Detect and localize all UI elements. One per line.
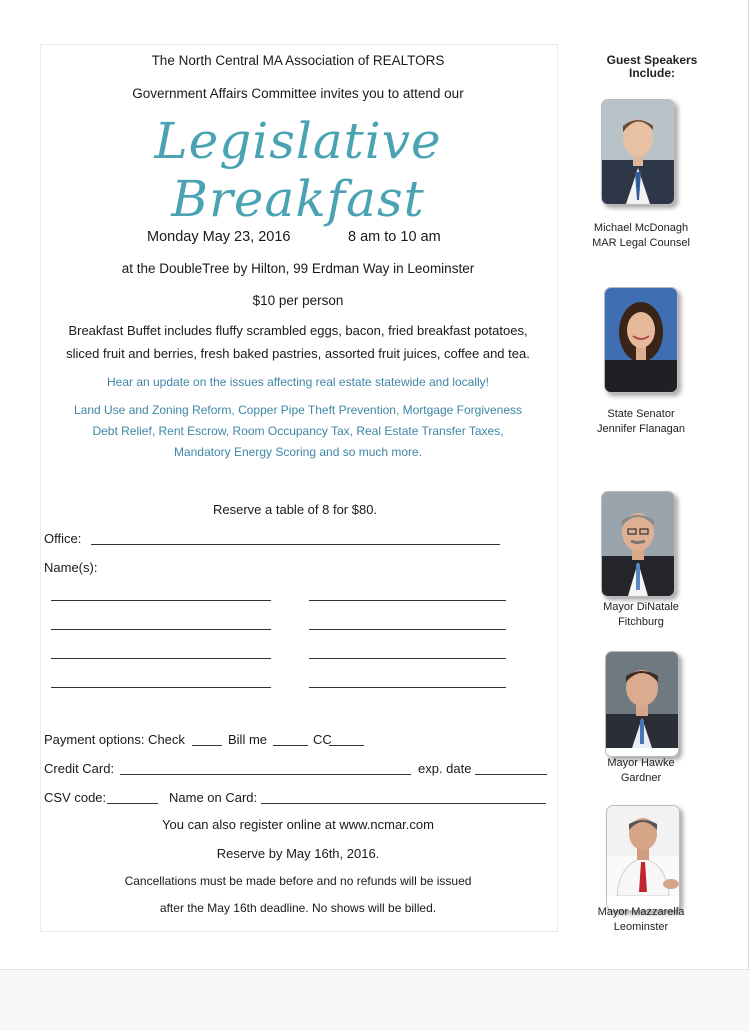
bill-me-field[interactable]: [273, 745, 308, 746]
event-price: $10 per person: [252, 293, 344, 308]
speaker-name: Mayor Hawke: [607, 757, 675, 769]
name-on-card-label: Name on Card:: [169, 790, 258, 805]
speaker-photo-mazzarella: [606, 805, 680, 911]
speaker-photo-mcdonagh: [601, 99, 675, 205]
heading-line-2: Include:: [628, 66, 675, 80]
speaker-role: Fitchburg: [618, 616, 664, 628]
speaker-caption: [577, 600, 705, 630]
csv-field[interactable]: [107, 803, 158, 804]
event-location: at the DoubleTree by Hilton, 99 Erdman Way in Leominster: [121, 261, 475, 276]
office-label: Office:: [44, 531, 82, 546]
cancellation-line-2: after the May 16th deadline. No shows will be billed.: [159, 901, 437, 915]
issues-headline: Hear an update on the issues affecting real estate statewide and locally!: [106, 375, 490, 389]
speaker-name: State Senator: [607, 408, 675, 420]
speaker-photo-dinatale: [601, 491, 675, 597]
event-date: Monday May 23, 2016: [147, 229, 291, 245]
csv-label: CSV code:: [44, 790, 107, 805]
speaker-role: MAR Legal Counsel: [592, 237, 690, 249]
header-invite: Government Affairs Committee invites you to attend our: [132, 86, 464, 101]
speaker-name: Mayor Mazzarella: [597, 906, 685, 918]
issues-line-1: Land Use and Zoning Reform, Copper Pipe Theft Prevention, Mortgage Forgiveness: [73, 403, 523, 417]
name-field[interactable]: [51, 600, 271, 601]
event-title: Legislative Breakfast: [154, 112, 442, 228]
event-time: 8 am to 10 am: [348, 229, 441, 245]
issues-line-3: Mandatory Energy Scoring and so much more.: [173, 445, 423, 459]
bill-me-label: Bill me: [228, 732, 268, 747]
speaker-role: Jennifer Flanagan: [596, 423, 686, 435]
register-online-text: You can also register online at www.ncmar.com: [162, 817, 434, 832]
speaker-role: Gardner: [620, 772, 662, 784]
speaker-name: Michael McDonagh: [593, 222, 689, 234]
names-label: Name(s):: [44, 560, 98, 575]
exp-date-field[interactable]: [475, 774, 547, 775]
name-field[interactable]: [51, 687, 271, 688]
name-field[interactable]: [309, 687, 506, 688]
speaker-photo-flanagan: [604, 287, 678, 393]
heading-line-1: Guest Speakers: [606, 53, 698, 67]
cc-label: CC: [313, 732, 332, 747]
reserve-by-text: Reserve by May 16th, 2016.: [216, 846, 380, 861]
exp-date-label: exp. date: [418, 761, 472, 776]
check-field[interactable]: [192, 745, 222, 746]
name-field[interactable]: [51, 629, 271, 630]
speaker-caption: [577, 221, 705, 251]
speaker-caption: [577, 905, 705, 935]
guest-speakers-heading: [577, 54, 727, 80]
name-field[interactable]: [309, 600, 506, 601]
scan-bottom-margin: [0, 969, 749, 1031]
buffet-line-1: Breakfast Buffet includes fluffy scrambled eggs, bacon, fried breakfast potatoes,: [68, 323, 528, 338]
header-association: The North Central MA Association of REALTORS: [151, 53, 445, 68]
speaker-photo-hawke: [605, 651, 679, 757]
reserve-table-text: Reserve a table of 8 for $80.: [213, 502, 378, 517]
credit-card-label: Credit Card:: [44, 761, 115, 776]
name-field[interactable]: [309, 629, 506, 630]
name-on-card-field[interactable]: [261, 803, 546, 804]
name-field[interactable]: [309, 658, 506, 659]
speaker-role: Leominster: [613, 921, 669, 933]
speaker-caption: [577, 407, 705, 437]
cancellation-line-1: Cancellations must be made before and no refunds will be issued: [124, 874, 472, 888]
issues-line-2: Debt Relief, Rent Escrow, Room Occupancy Tax, Real Estate Transfer Taxes,: [92, 424, 504, 438]
cc-field[interactable]: [329, 745, 364, 746]
office-field[interactable]: [91, 544, 500, 545]
name-field[interactable]: [51, 658, 271, 659]
credit-card-field[interactable]: [120, 774, 411, 775]
speaker-caption: [577, 756, 705, 786]
buffet-line-2: sliced fruit and berries, fresh baked pastries, assorted fruit juices, coffee and tea.: [66, 346, 530, 361]
speaker-name: Mayor DiNatale: [603, 601, 679, 613]
payment-label: Payment options: Check: [44, 732, 185, 747]
